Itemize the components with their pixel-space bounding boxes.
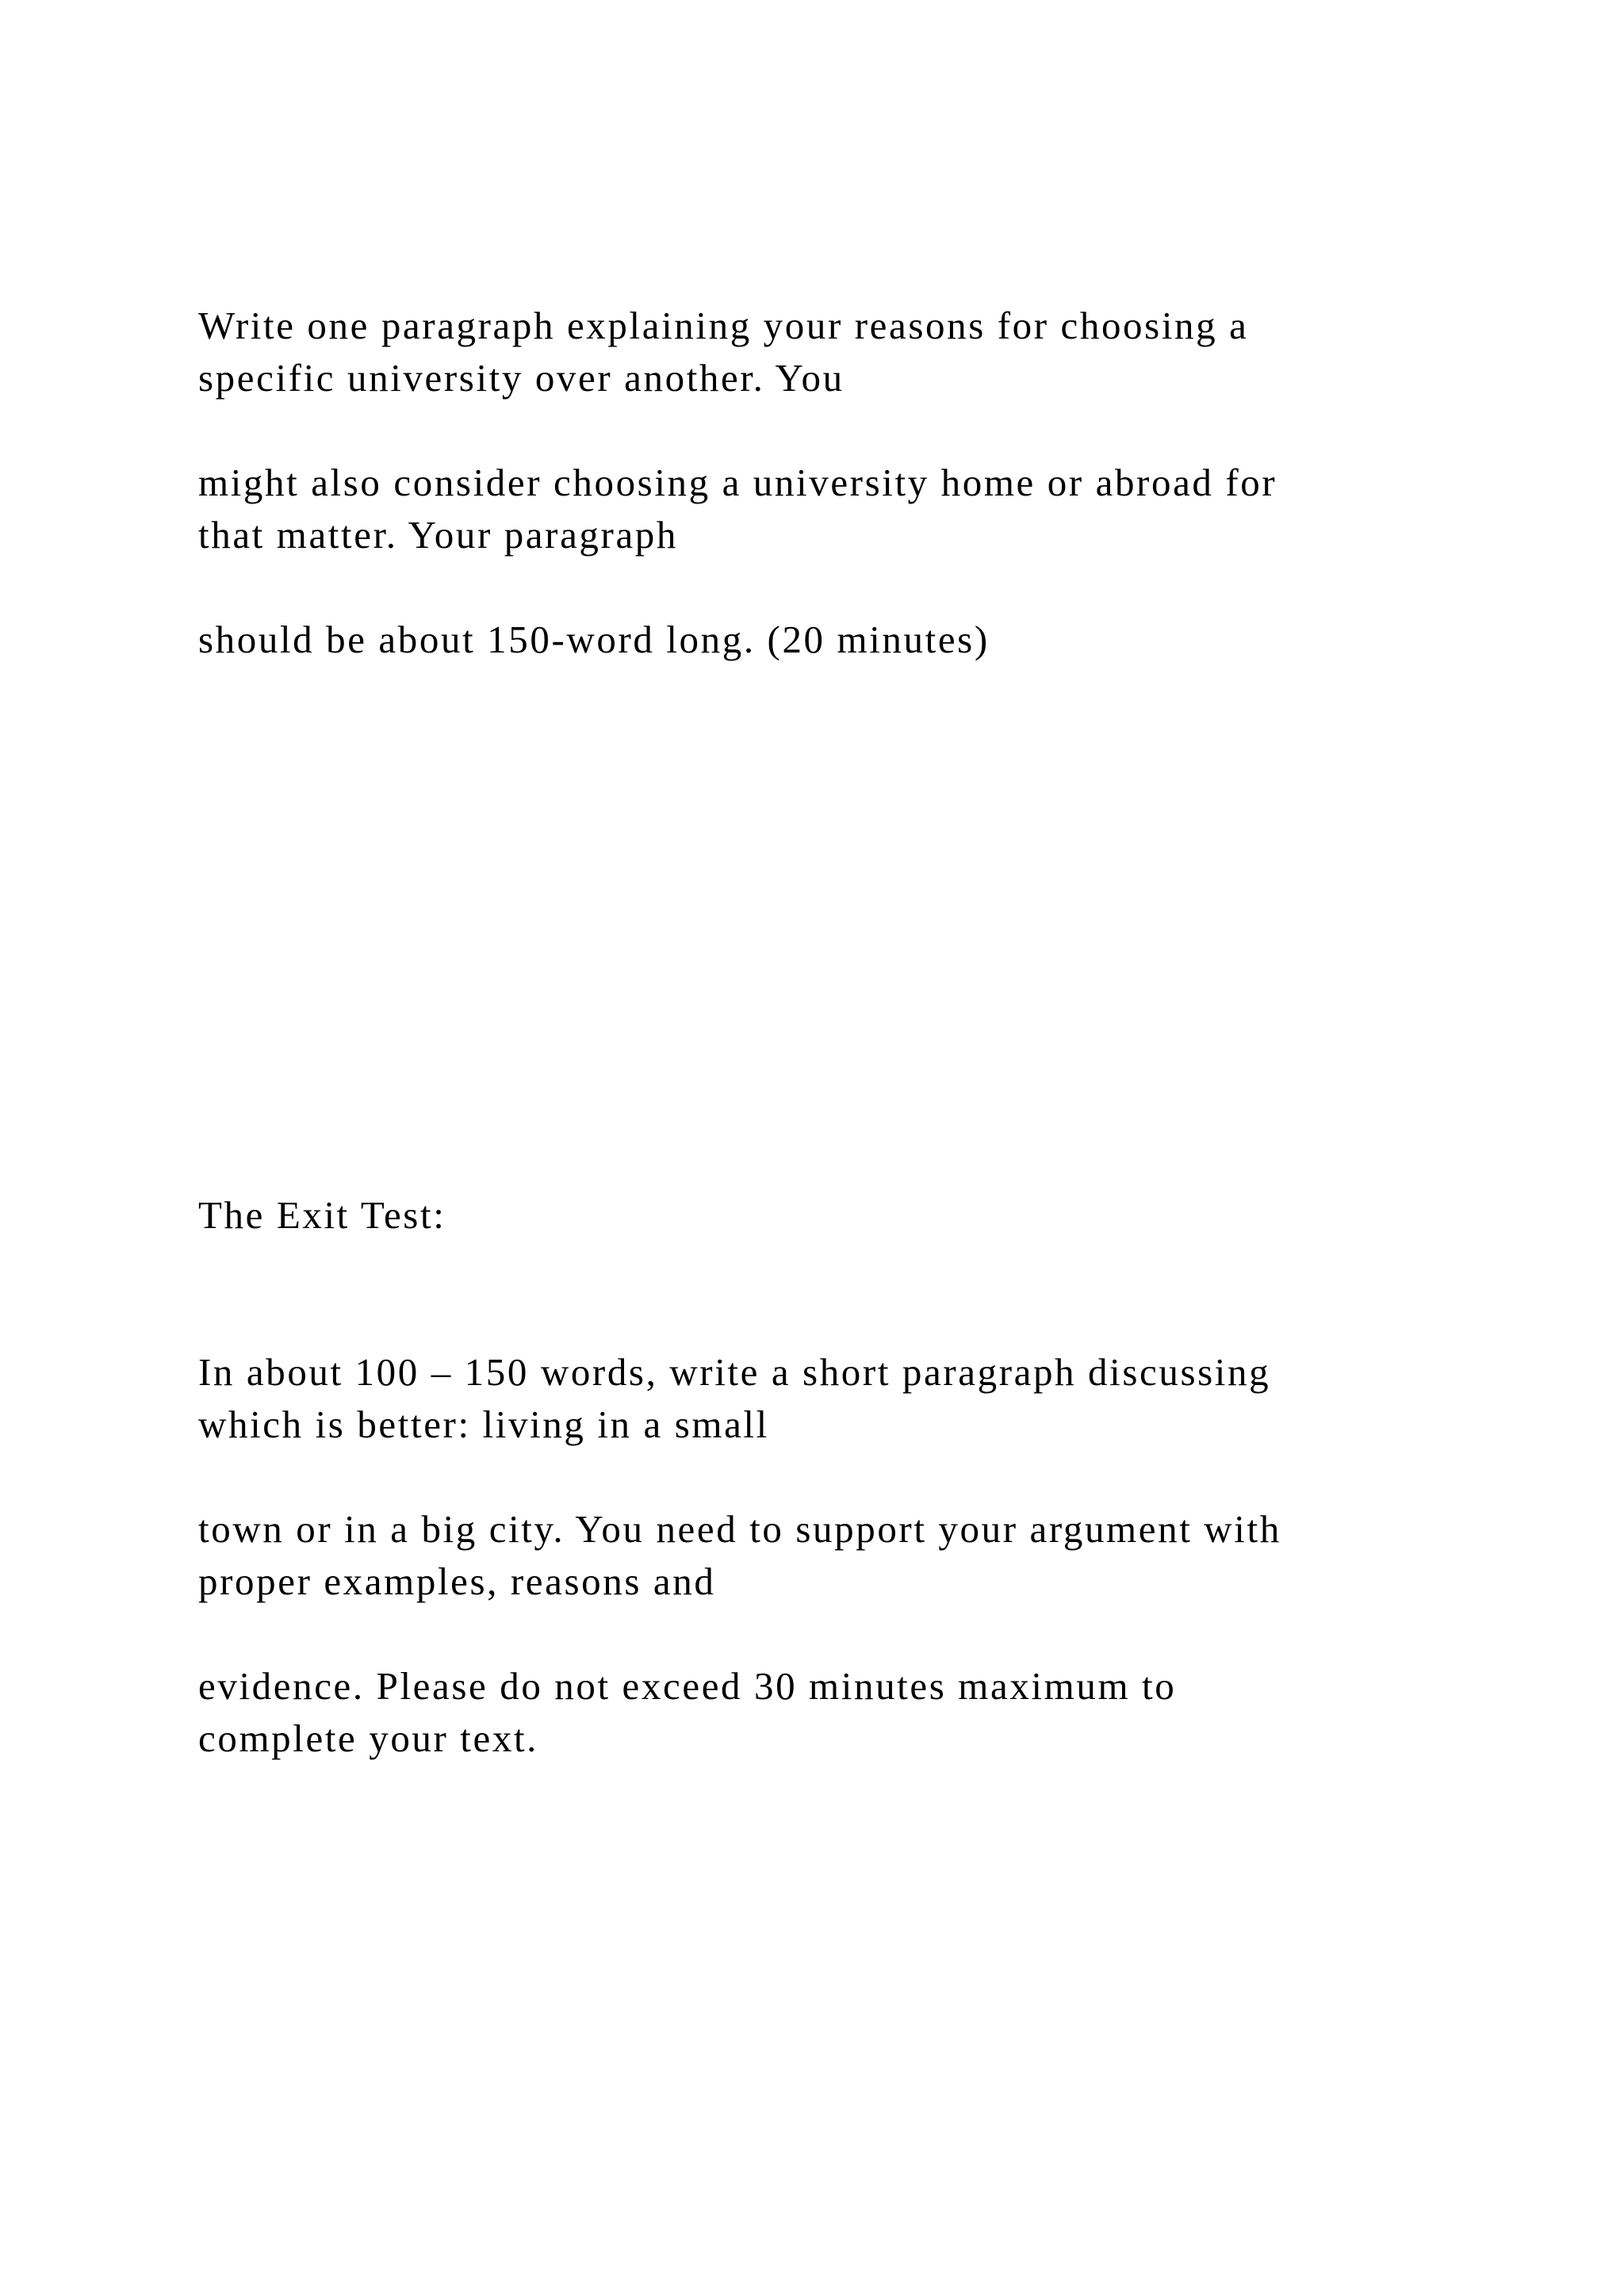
text-line: complete your text. <box>198 1716 539 1760</box>
text-line: should be about 150-word long. (20 minutes) <box>198 618 990 661</box>
text-line: might also consider choosing a university home or abroad for <box>198 461 1277 504</box>
text-line: specific university over another. You <box>198 356 845 400</box>
text-line: evidence. Please do not exceed 30 minutes maximum to <box>198 1664 1177 1708</box>
section-heading: The Exit Test: <box>198 1193 446 1237</box>
text-line: Write one paragraph explaining your reasons for choosing a <box>198 304 1249 347</box>
text-line: that matter. Your paragraph <box>198 513 678 557</box>
text-line: In about 100 – 150 words, write a short paragraph discussing <box>198 1350 1271 1394</box>
text-line: town or in a big city. You need to support your argument with <box>198 1507 1281 1551</box>
text-line: which is better: living in a small <box>198 1402 769 1446</box>
text-line: proper examples, reasons and <box>198 1559 716 1603</box>
